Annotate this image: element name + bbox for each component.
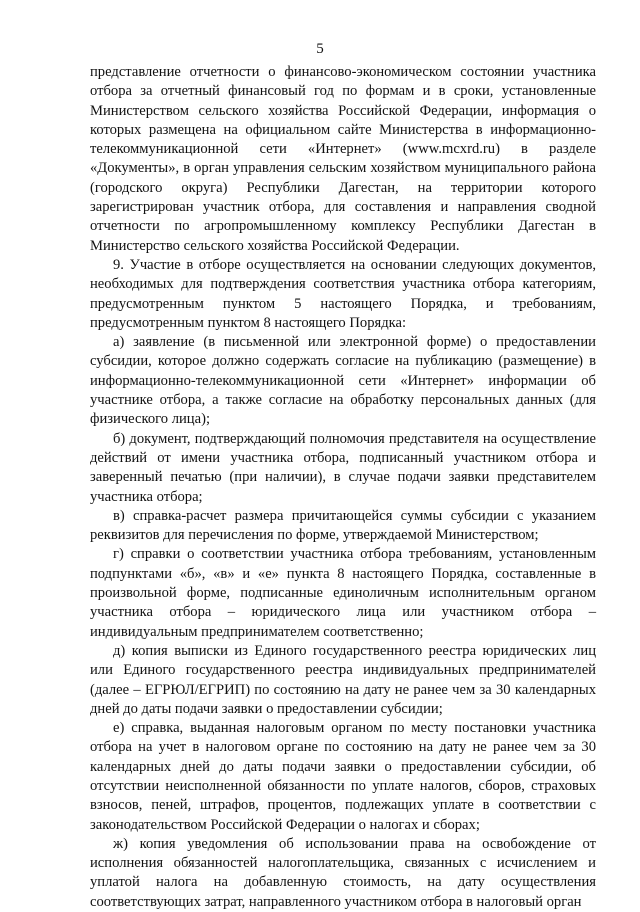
paragraph-item-v: в) справка-расчет размера причитающейся суммы субсидии с указанием реквизитов для перечисления по форме, утверждаемой Министерством; [90, 507, 596, 544]
paragraph-item-a: а) заявление (в письменной или электронной форме) о предоставлении субсидии, которое должно содержать согласие на публикацию (размещение) в информационно-телекоммуникационной сети «Интернет» информации об участнике отбора, а также согласие на обработку персональных данных (для физического лица); [90, 334, 596, 428]
paragraph-item-d: д) копия выписки из Единого государственного реестра юридических лиц или Единого государственного реестра индивидуальных предпринимателей (далее – ЕГРЮЛ/ЕГРИП) по состоянию на дату не ранее чем за 30 календарных дней до даты подачи заявки о предоставлении субсидии; [90, 642, 596, 717]
document-body [90, 63, 596, 912]
paragraph-item-e: е) справка, выданная налоговым органом по месту постановки участника отбора на учет в налоговом органе по состоянию на дату не ранее чем за 30 календарных дней до даты подачи заявки о предоставлении субсидии, об отсутствии неисполненной обязанности по уплате налогов, сборов, страховых взносов, пеней, штрафов, процентов, подлежащих уплате в соответствии с законодательством Российской Федерации о налогах и сборах; [90, 720, 596, 833]
page-number: 5 [316, 41, 324, 57]
paragraph-continuation: представление отчетности о финансово-экономическом состоянии участника отбора за отчетный финансовый год по формам и в сроки, установленные Министерством сельского хозяйства Российской Федерации, информация о которых размещена на официальном сайте Министерства в информационно-телекоммуникационной сети «Интернет» (www.mcxrd.ru) в разделе «Документы», в орган управления сельским хозяйством муниципального района (городского округа) Республики Дагестан, на территории которого зарегистрирован участник отбора, для составления и направления сводной отчетности по агропромышленному комплексу Республики Дагестан в Министерство сельского хозяйства Российской Федерации. [90, 64, 596, 254]
paragraph-item-b: б) документ, подтверждающий полномочия представителя на осуществление действий от имени участника отбора, подписанный участником отбора и заверенный печатью (при наличии), в случае подачи заявки представителем участника отбора; [90, 430, 596, 505]
paragraph-item-g: г) справки о соответствии участника отбора требованиям, установленным подпунктами «б», «в» и «е» пункта 8 настоящего Порядка, составленные в произвольной форме, подписанные единоличным исполнительным органом участника отбора – юридического лица или участником отбора – индивидуальным предпринимателем соответственно; [90, 546, 596, 640]
paragraph-item-zh: ж) копия уведомления об использовании права на освобождение от исполнения обязанностей налогоплательщика, связанных с исчислением и уплатой налога на добавленную стоимость, на дату осуществления соответствующих затрат, направленного участником отбора в налоговый орган [90, 835, 596, 910]
paragraph-item-9: 9. Участие в отборе осуществляется на основании следующих документов, необходимых для подтверждения соответствия участника отбора категориям, предусмотренным пунктом 5 настоящего Порядка, и требованиям, предусмотренным пунктом 8 настоящего Порядка: [90, 256, 596, 331]
